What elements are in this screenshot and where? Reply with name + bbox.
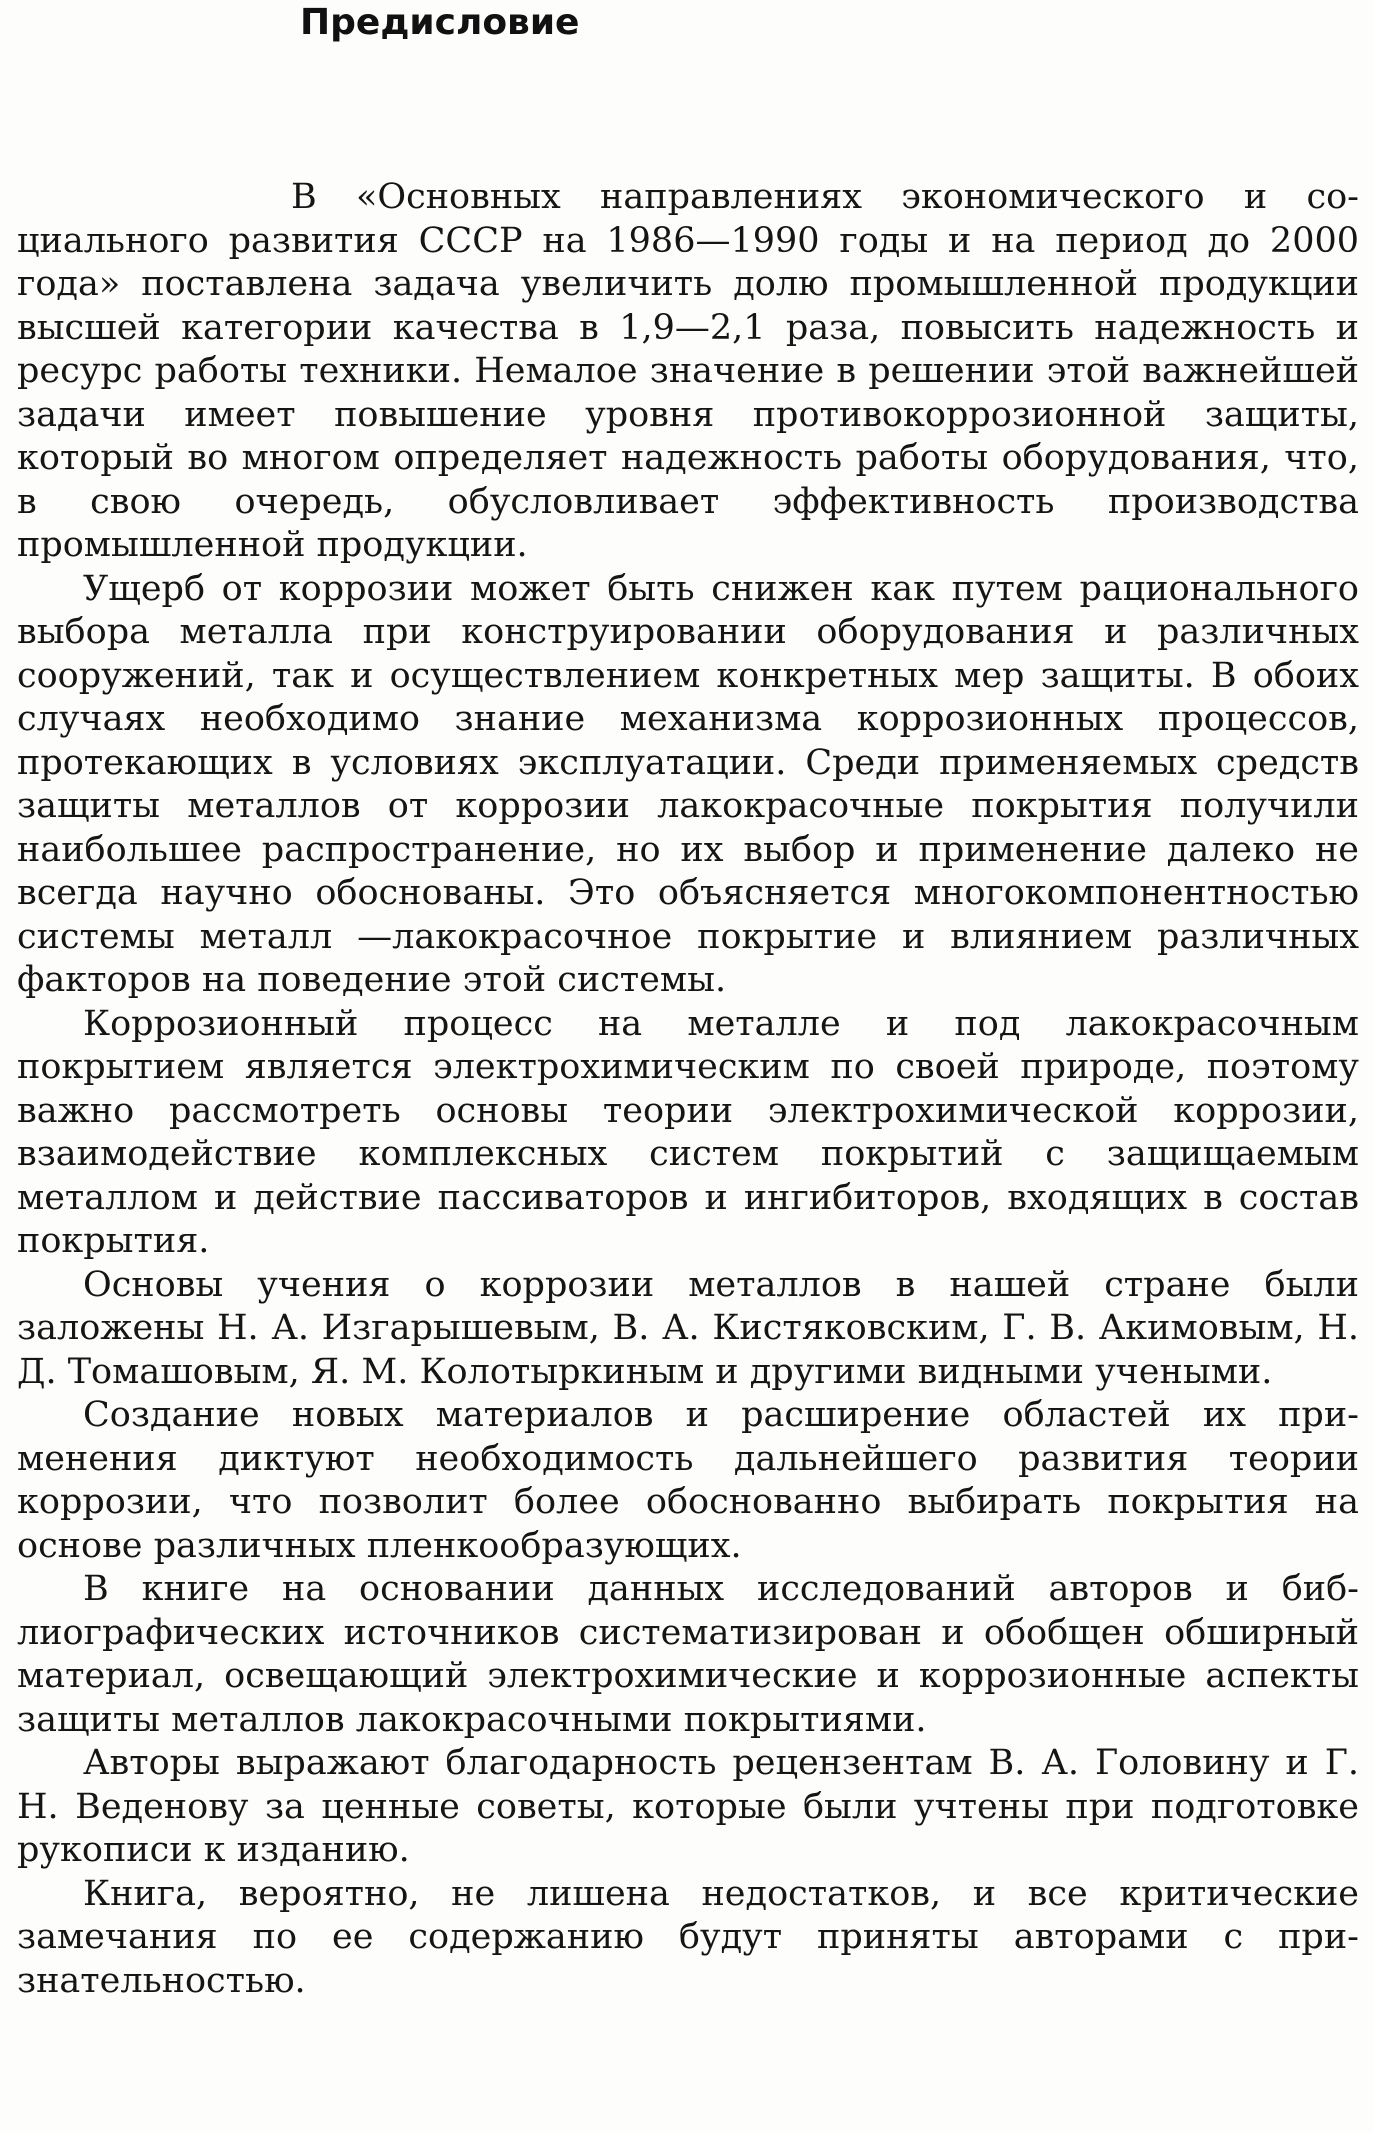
paragraph: Коррозионный процесс на металле и под лакокрасочным покрытием является электрохимическим по своей природе, поэтому важно рассмотреть основы теории электрохимической коррозии, взаимодействие комплексных систем покрытий с защищаемым металлом и действие пассиваторов и ингибиторов, входящих в состав покрытия. xyxy=(17,1003,1359,1261)
paragraph: Основы учения о коррозии металлов в нашей стране были заложены Н. А. Изгарышевым, В. А. Кистяковским, Г. В. Акимовым, Н. Д. Томашовым, Я. М. Колотыркиным и другими видными учеными. xyxy=(17,1264,1359,1392)
paragraph: Создание новых материалов и расширение областей их применения диктуют необходимость дальнейшего развития теории коррозии, что позволит более обоснованно выбирать покрытия на основе различных пленкообразующих. xyxy=(17,1395,1359,1566)
paragraph: Книга, вероятно, не лишена недостатков, и все критические замечания по ее содержанию будут приняты авторами с признательностью. xyxy=(17,1873,1359,2001)
paragraph: В книге на основании данных исследований авторов и библиографических источников систематизирован и обобщен обширный материал, освещающий электрохимические и коррозионные аспекты защиты металлов лакокрасочными покрытиями. xyxy=(17,1569,1359,1740)
page-title: Предисловие xyxy=(300,2,580,43)
paragraph: Ущерб от коррозии может быть снижен как путем рационального выбора металла при конструировании оборудования и различных сооружений, так и осуществлением конкретных мер защиты. В обоих случаях необходимо знание механизма коррозионных процессов, протекающих в условиях эксплуатации. Среди применяемых средств защиты металлов от коррозии лакокрасочные покрытия получили наибольшее распространение, но их выбор и применение далеко не всегда научно обоснованы. Это объясняется многокомпонентностью системы металл —лакокрасочное покрытие и влиянием различных факторов на поведение этой системы. xyxy=(17,568,1359,1000)
preface-body xyxy=(17,176,1359,2003)
paragraph: В «Основных направлениях экономического и социального развития СССР на 1986—1990 годы и на период до 2000 года» поставлена задача увеличить долю промышленной продукции высшей категории качества в 1,9—2,1 раза, повысить надежность и ресурс работы техники. Немалое значение в решении этой важнейшей задачи имеет повышение уровня противокоррозионной защиты, который во многом определяет надежность работы оборудования, что, в свою очередь, обусловливает эффективность производства промышленной продукции. xyxy=(17,177,1359,565)
paragraph: Авторы выражают благодарность рецензентам В. А. Головину и Г. Н. Веденову за ценные советы, которые были учтены при подготовке рукописи к изданию. xyxy=(17,1743,1359,1870)
